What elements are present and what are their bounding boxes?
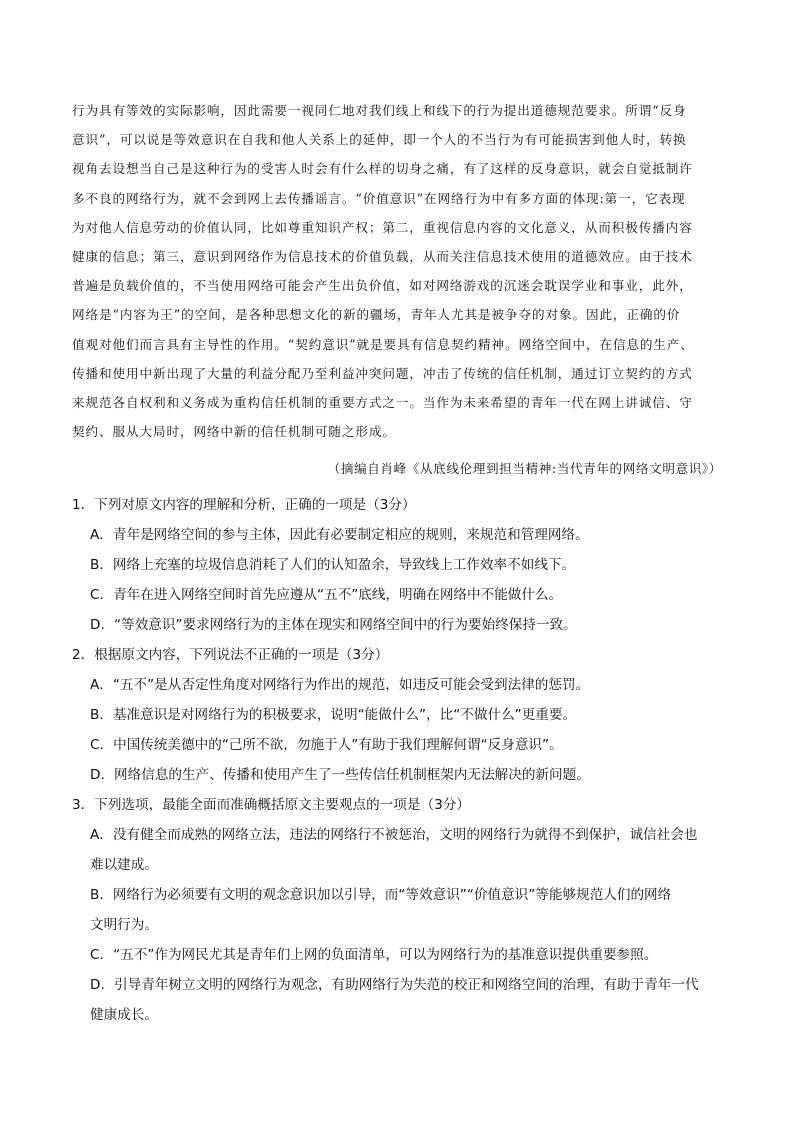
option-c: C．青年在进入网络空间时首先应遵从“五不”底线，明确在网络中不能做什么。 (90, 587, 563, 603)
passage-line: 来规范各自权利和义务成为重构信任机制的重要方式之一。当作为未来希望的青年一代在网上讲诚信、守 (72, 394, 693, 410)
passage-line: 普遍是负载价值的，不当使用网络可能会产生出负价值，如对网络游戏的沉迷会耽误学业和事业，此外， (72, 278, 693, 294)
passage-source: （摘编自肖峰《从底线伦理到担当精神:当代青年的网络文明意识》） (327, 461, 722, 476)
question-stem: 3．下列选项，最能全面而准确概括原文主要观点的一项是（3分） (72, 797, 470, 813)
passage-line: 意识”，可以说是等效意识在自我和他人关系上的延伸，即一个人的不当行为有可能损害到他人时，转换 (72, 132, 687, 148)
option-a: A．青年是网络空间的参与主体，因此有必要制定相应的规则，来规范和管理网络。 (90, 527, 589, 543)
passage-line: 行为具有等效的实际影响，因此需要一视同仁地对我们线上和线下的行为提出道德规范要求。所谓“反身 (72, 103, 687, 118)
passage-line: 值观对他们而言具有主导性的作用。“契约意识”就是要具有信息契约精神。网络空间中，在信息的生产、 (72, 336, 694, 352)
passage-line: 网络是“内容为王”的空间，是各种思想文化的新的疆场，青年人尤其是被争夺的对象。因此，正确的价 (72, 307, 681, 323)
passage-line: 传播和使用中新出现了大量的利益分配乃至利益冲突问题，冲击了传统的信任机制，通过订立契约的方式 (72, 365, 693, 381)
passage-line: 视角去设想当自己是这种行为的受害人时会有什么样的切身之痛，有了这样的反身意识，就会自觉抵制许 (72, 161, 693, 177)
question-list (72, 490, 732, 1030)
passage-line: 为对他人信息劳动的价值认同，比如尊重知识产权；第二，重视信息内容的文化意义，从而积极传播内容 (72, 219, 693, 235)
reading-passage (72, 96, 726, 446)
option-text-continued: 难以建成。 (90, 857, 158, 873)
option-b: B．基准意识是对网络行为的积极要求，说明“能做什么”，比“不做什么”更重要。 (90, 707, 577, 723)
option-c: C．中国传统美德中的“己所不欲，勿施于人”有助于我们理解何谓“反身意识”。 (90, 737, 563, 753)
option-a: A．“五不”是从否定性角度对网络行为作出的规范，如违反可能会受到法律的惩罚。 (90, 677, 590, 693)
option-d: D．“等效意识”要求网络行为的主体在现实和网络空间中的行为要始终保持一致。 (90, 617, 577, 633)
option-text-continued: 健康成长。 (90, 1007, 158, 1023)
passage-line: 契约、服从大局时，网络中新的信任机制可随之形成。 (72, 424, 396, 440)
passage-line: 多不良的网络行为，就不会到网上去传播谣言。“价值意识”在网络行为中有多方面的体现:第一，它表现 (72, 190, 686, 206)
option-text: D．引导青年树立文明的网络行为观念，有助网络行为失范的校正和网络空间的治理，有助于青年一代 (90, 977, 699, 993)
question-stem: 1．下列对原文内容的理解和分析，正确的一项是（3分） (72, 497, 416, 513)
question-stem: 2．根据原文内容，下列说法不正确的一项是（3分） (72, 647, 389, 663)
option-text: C．“五不”作为网民尤其是青年们上网的负面清单，可以为网络行为的基准意识提供重要参照。 (90, 947, 658, 963)
option-b (72, 880, 732, 940)
option-text: A．没有健全而成熟的网络立法，违法的网络行不被惩治，文明的网络行为就得不到保护，诚信社会也 (90, 827, 698, 843)
option-a (72, 820, 732, 880)
option-d (72, 970, 732, 1030)
passage-line: 健康的信息；第三，意识到网络作为信息技术的价值负载，从而关注信息技术使用的道德效应。由于技术 (72, 248, 693, 264)
option-b: B．网络上充塞的垃圾信息消耗了人们的认知盈余，导致线上工作效率不如线下。 (90, 557, 576, 573)
option-text: B．网络行为必须要有文明的观念意识加以引导，而“等效意识”“价值意识”等能够规范人们的网络 (90, 887, 672, 903)
option-text-continued: 文明行为。 (90, 917, 158, 933)
option-c (72, 940, 732, 970)
option-d: D．网络信息的生产、传播和使用产生了一些传信任机制框架内无法解决的新问题。 (90, 767, 590, 783)
